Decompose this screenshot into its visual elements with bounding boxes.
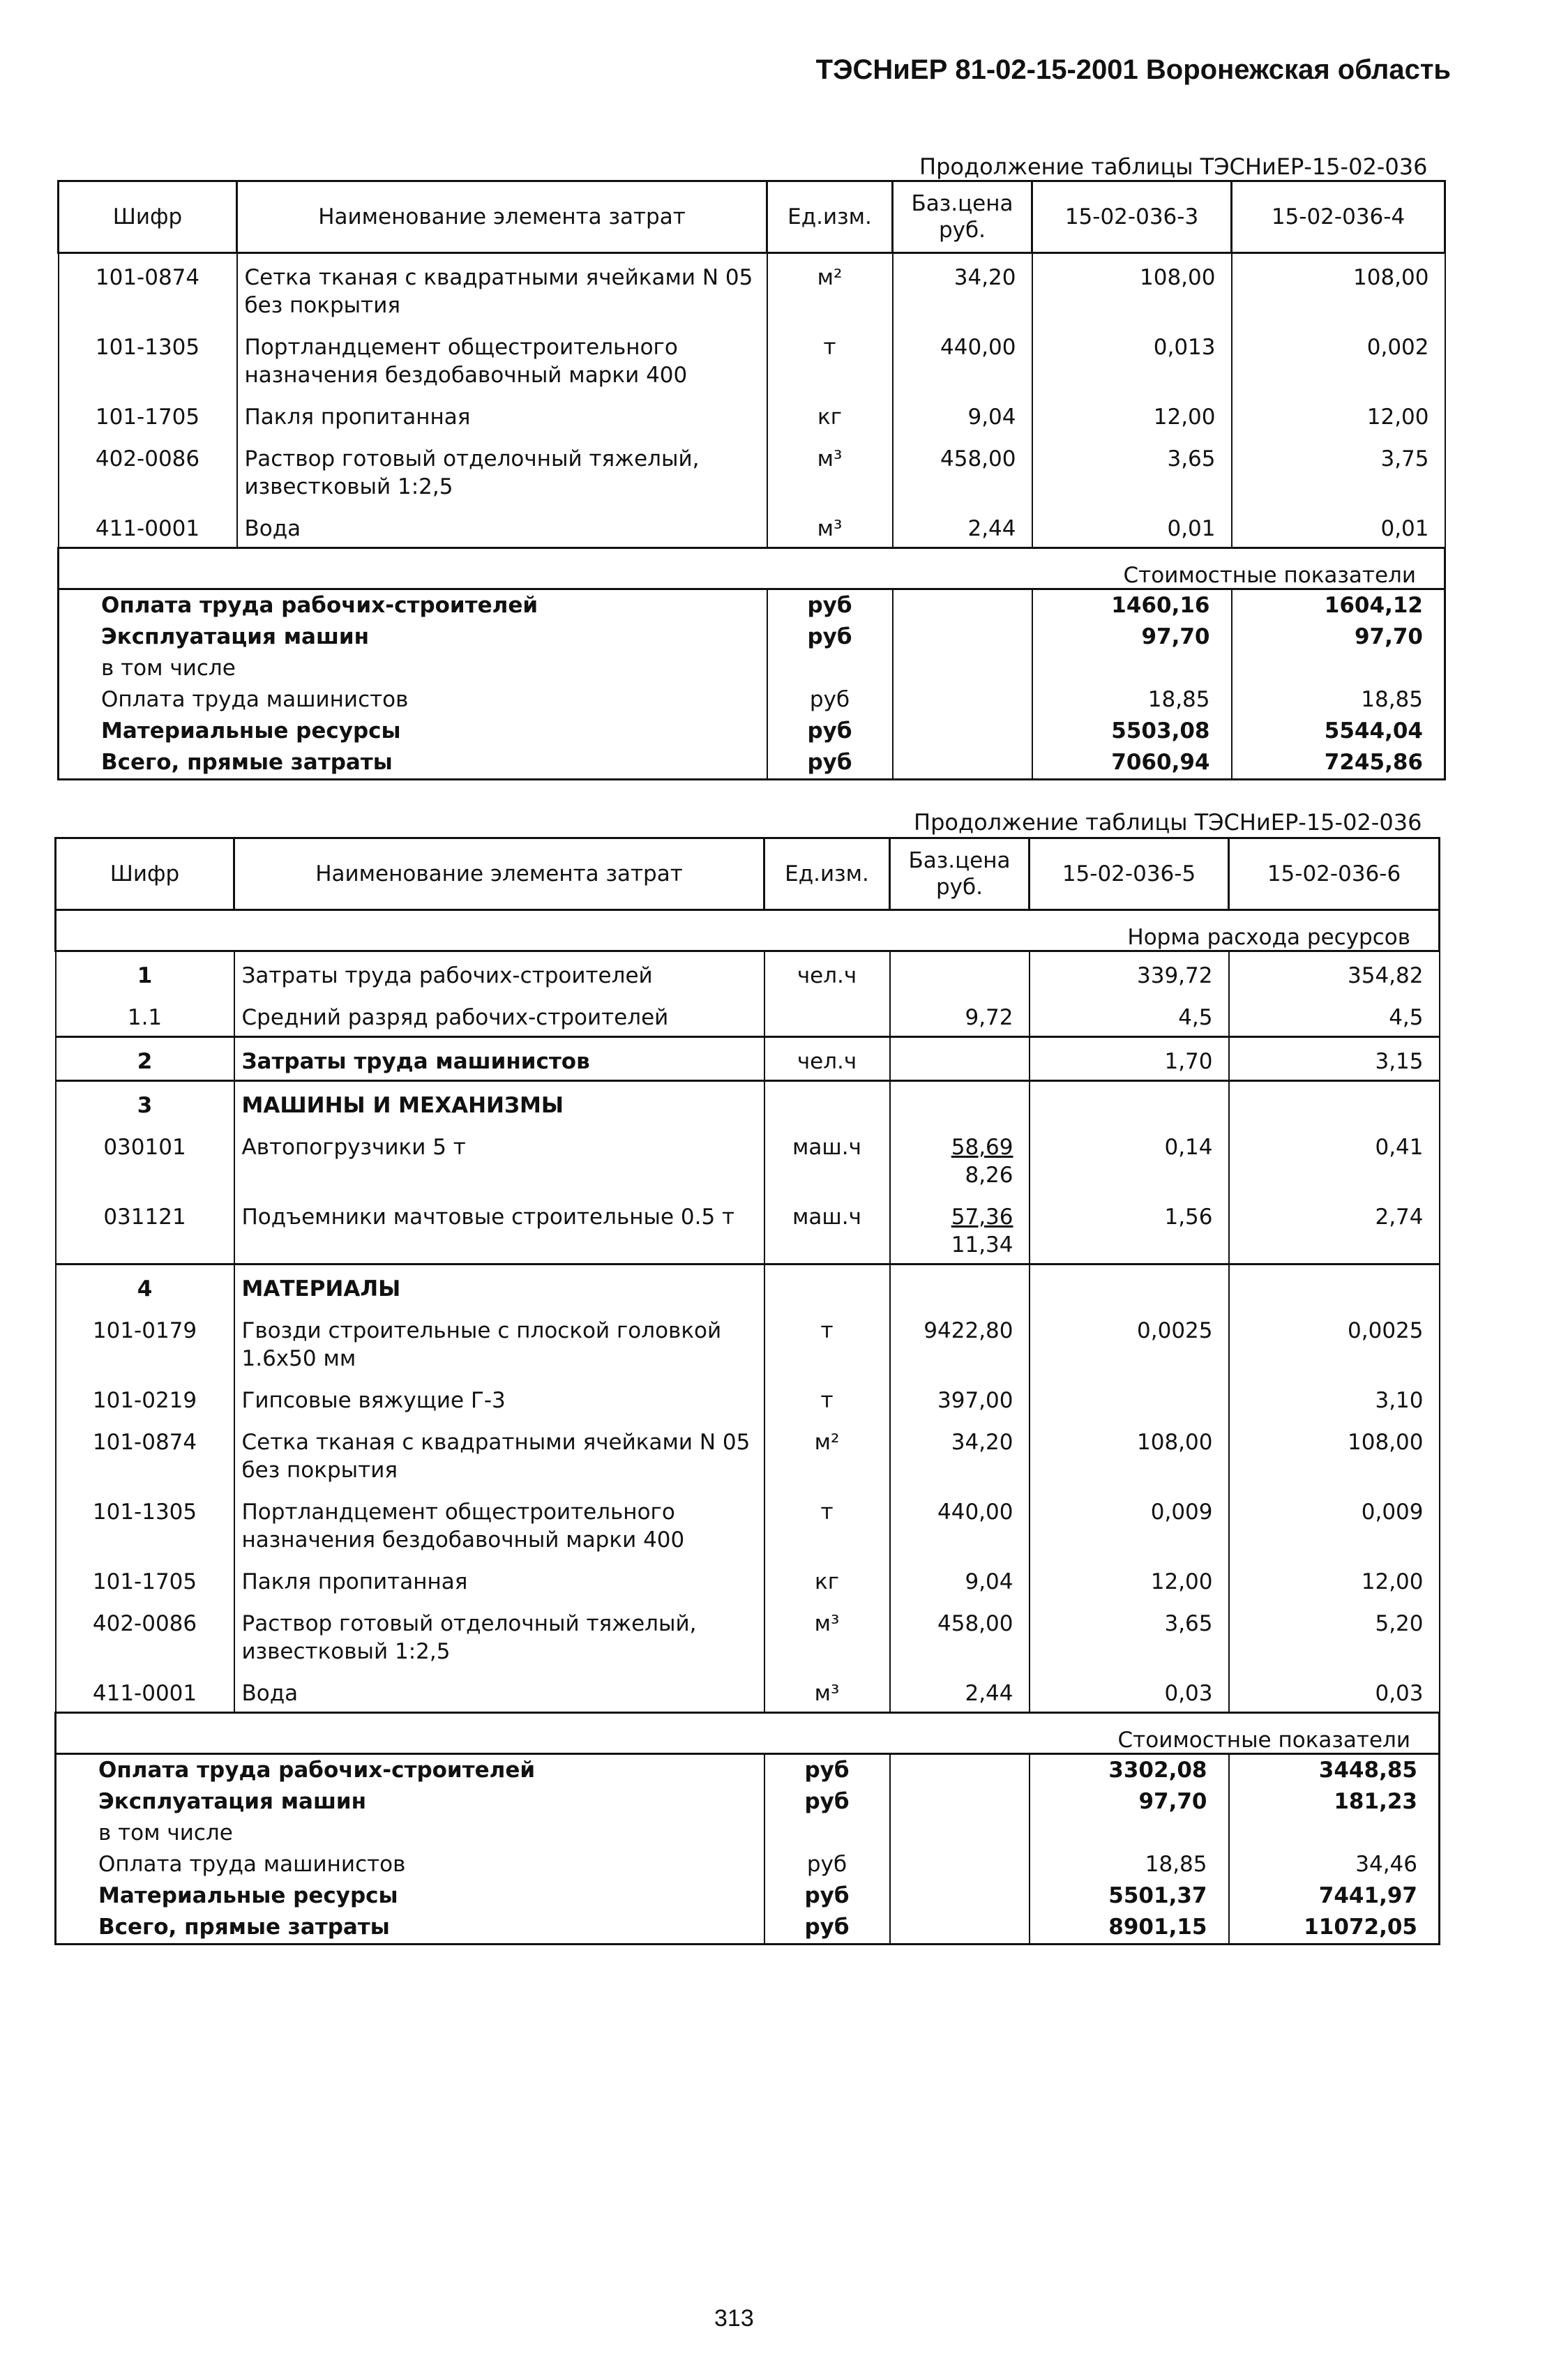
cost-label: Всего, прямые затраты xyxy=(56,1912,764,1945)
cost-value-1: 8901,15 xyxy=(1030,1912,1229,1945)
cell-code: 3 xyxy=(56,1081,234,1124)
cost-label: Эксплуатация машин xyxy=(56,1786,764,1818)
cell-name: Раствор готовый отделочный тяжелый, известковый 1:2,5 xyxy=(237,435,767,505)
cost-label: Всего, прямые затраты xyxy=(59,747,767,780)
cell-unit: т xyxy=(764,1307,890,1377)
cell-name: Портландцемент общестроительного назначения бездобавочный марки 400 xyxy=(234,1488,764,1558)
cost-row xyxy=(59,716,1445,747)
cost-unit: руб xyxy=(767,747,893,780)
cell-unit: м³ xyxy=(764,1600,890,1670)
cell-price: 34,20 xyxy=(890,1419,1030,1488)
cell-name: МАШИНЫ И МЕХАНИЗМЫ xyxy=(234,1081,764,1124)
cost-row xyxy=(59,589,1445,622)
cell-price xyxy=(890,1037,1030,1081)
cost-unit xyxy=(767,653,893,684)
cell-norm-2: 0,002 xyxy=(1232,324,1445,393)
cell-norm-1: 4,5 xyxy=(1030,994,1229,1037)
cell-norm-2: 5,20 xyxy=(1229,1600,1440,1670)
cost-value-1: 7060,94 xyxy=(1032,747,1232,780)
cell-code: 101-1705 xyxy=(59,393,237,435)
cost-label: Материальные ресурсы xyxy=(56,1880,764,1912)
cell-unit: чел.ч xyxy=(764,951,890,995)
cell-norm-1 xyxy=(1030,1264,1229,1308)
cell-price: 9,04 xyxy=(893,393,1032,435)
cost-label: Оплата труда машинистов xyxy=(59,684,767,716)
table2-caption: Продолжение таблицы ТЭСНиЕР-15-02-036 xyxy=(914,809,1422,836)
cell-norm-1 xyxy=(1030,1081,1229,1124)
cost-row xyxy=(59,684,1445,716)
table-row xyxy=(56,1488,1440,1558)
cell-norm-2 xyxy=(1229,1081,1440,1124)
cell-norm-1: 0,03 xyxy=(1030,1670,1229,1713)
cell-price: 9,04 xyxy=(890,1558,1030,1600)
cost-row xyxy=(56,1786,1440,1818)
cost-label: Материальные ресурсы xyxy=(59,716,767,747)
col-header-norm-1: 15-02-036-3 xyxy=(1032,181,1232,253)
cell-name: МАТЕРИАЛЫ xyxy=(234,1264,764,1308)
cell-norm-1: 0,14 xyxy=(1030,1124,1229,1193)
price-base: 57,36 xyxy=(951,1205,1013,1230)
cell-norm-1: 108,00 xyxy=(1030,1419,1229,1488)
cell-norm-1: 108,00 xyxy=(1032,253,1232,324)
cell-code: 1 xyxy=(56,951,234,995)
resource-table-2 xyxy=(54,837,1440,1945)
cost-label: Оплата труда машинистов xyxy=(56,1849,764,1880)
cost-label: Эксплуатация машин xyxy=(59,621,767,653)
table-row xyxy=(59,393,1445,435)
table-row xyxy=(56,1670,1440,1713)
cell-unit: маш.ч xyxy=(764,1124,890,1193)
section-label: Норма расхода ресурсов xyxy=(56,910,1440,951)
cell-price: 440,00 xyxy=(893,324,1032,393)
cell-norm-2: 0,01 xyxy=(1232,505,1445,548)
cell-norm-1: 12,00 xyxy=(1032,393,1232,435)
cost-price xyxy=(893,653,1032,684)
cell-norm-2: 0,03 xyxy=(1229,1670,1440,1713)
cell-name: Сетка тканая с квадратными ячейками N 05 без покрытия xyxy=(234,1419,764,1488)
cell-unit xyxy=(764,994,890,1037)
cost-row xyxy=(59,747,1445,780)
cell-code: 101-0874 xyxy=(56,1419,234,1488)
cell-norm-2: 108,00 xyxy=(1232,253,1445,324)
cell-name: Раствор готовый отделочный тяжелый, известковый 1:2,5 xyxy=(234,1600,764,1670)
cost-unit: руб xyxy=(767,589,893,622)
resource-table-1 xyxy=(57,180,1446,780)
cost-unit: руб xyxy=(767,684,893,716)
cell-price: 440,00 xyxy=(890,1488,1030,1558)
cell-norm-2: 3,15 xyxy=(1229,1037,1440,1081)
table1-caption: Продолжение таблицы ТЭСНиЕР-15-02-036 xyxy=(919,153,1428,180)
cost-price xyxy=(893,621,1032,653)
cell-norm-2: 2,74 xyxy=(1229,1193,1440,1264)
table-row xyxy=(56,1193,1440,1264)
cell-price: 458,00 xyxy=(893,435,1032,505)
cost-row xyxy=(56,1912,1440,1945)
cost-value-2: 34,46 xyxy=(1229,1849,1440,1880)
cost-value-2: 11072,05 xyxy=(1229,1912,1440,1945)
cost-section-header xyxy=(56,1713,1440,1754)
cell-code: 101-0874 xyxy=(59,253,237,324)
table-row xyxy=(56,951,1440,995)
cell-price xyxy=(890,1081,1030,1124)
cell-norm-2: 0,0025 xyxy=(1229,1307,1440,1377)
cell-name: Портландцемент общестроительного назначения бездобавочный марки 400 xyxy=(237,324,767,393)
cost-row xyxy=(56,1880,1440,1912)
cell-norm-1: 0,01 xyxy=(1032,505,1232,548)
norm-section-header xyxy=(56,910,1440,951)
cell-price xyxy=(890,1193,1030,1264)
cost-price xyxy=(893,716,1032,747)
cost-label: в том числе xyxy=(56,1818,764,1849)
cell-name: Вода xyxy=(234,1670,764,1713)
cell-norm-1: 1,56 xyxy=(1030,1193,1229,1264)
cost-section-header xyxy=(59,548,1445,589)
table-row xyxy=(59,324,1445,393)
cost-unit: руб xyxy=(767,716,893,747)
table-header-row xyxy=(59,181,1445,253)
cell-norm-2: 0,009 xyxy=(1229,1488,1440,1558)
cell-unit: м² xyxy=(767,253,893,324)
cell-unit: кг xyxy=(764,1558,890,1600)
cell-name: Автопогрузчики 5 т xyxy=(234,1124,764,1193)
table-row xyxy=(56,1037,1440,1081)
cost-price xyxy=(890,1786,1030,1818)
cell-unit: чел.ч xyxy=(764,1037,890,1081)
cell-unit: т xyxy=(764,1488,890,1558)
cell-norm-2: 108,00 xyxy=(1229,1419,1440,1488)
cell-norm-1: 3,65 xyxy=(1030,1600,1229,1670)
table-row xyxy=(59,253,1445,324)
cost-value-1: 97,70 xyxy=(1032,621,1232,653)
price-labor: 11,34 xyxy=(951,1232,1013,1258)
cell-name: Затраты труда рабочих-строителей xyxy=(234,951,764,995)
table-row xyxy=(56,994,1440,1037)
cell-code: 411-0001 xyxy=(56,1670,234,1713)
cost-unit: руб xyxy=(764,1754,890,1787)
cell-norm-2: 12,00 xyxy=(1232,393,1445,435)
cell-name: Средний разряд рабочих-строителей xyxy=(234,994,764,1037)
cell-code: 101-1705 xyxy=(56,1558,234,1600)
cell-unit: маш.ч xyxy=(764,1193,890,1264)
cell-unit: м³ xyxy=(767,435,893,505)
cost-value-1: 5503,08 xyxy=(1032,716,1232,747)
cost-value-2: 3448,85 xyxy=(1229,1754,1440,1787)
group-row xyxy=(56,1081,1440,1124)
cell-code: 2 xyxy=(56,1037,234,1081)
cell-code: 101-0179 xyxy=(56,1307,234,1377)
table-row xyxy=(56,1124,1440,1193)
cost-row xyxy=(59,653,1445,684)
cell-unit: м² xyxy=(764,1419,890,1488)
cell-norm-2: 12,00 xyxy=(1229,1558,1440,1600)
cost-value-1 xyxy=(1032,653,1232,684)
price-labor: 8,26 xyxy=(965,1163,1013,1188)
cost-row xyxy=(56,1849,1440,1880)
cell-unit xyxy=(764,1264,890,1308)
cost-unit: руб xyxy=(764,1786,890,1818)
table-row xyxy=(56,1419,1440,1488)
cell-code: 1.1 xyxy=(56,994,234,1037)
cost-value-2: 7245,86 xyxy=(1232,747,1445,780)
cell-norm-1: 0,0025 xyxy=(1030,1307,1229,1377)
section-label: Стоимостные показатели xyxy=(59,548,1445,589)
cell-name: Гипсовые вяжущие Г-3 xyxy=(234,1377,764,1419)
cost-value-1: 18,85 xyxy=(1032,684,1232,716)
price-base: 58,69 xyxy=(951,1135,1013,1160)
cost-value-2: 1604,12 xyxy=(1232,589,1445,622)
cell-unit xyxy=(764,1081,890,1124)
group-row xyxy=(56,1264,1440,1308)
cell-price xyxy=(890,1124,1030,1193)
cell-price xyxy=(890,1264,1030,1308)
cell-norm-2: 3,10 xyxy=(1229,1377,1440,1419)
cell-unit: кг xyxy=(767,393,893,435)
cell-code: 101-0219 xyxy=(56,1377,234,1419)
cell-code: 101-1305 xyxy=(56,1488,234,1558)
cell-norm-2: 354,82 xyxy=(1229,951,1440,995)
cell-norm-1: 3,65 xyxy=(1032,435,1232,505)
col-header-norm-2: 15-02-036-4 xyxy=(1232,181,1445,253)
cell-name: Затраты труда машинистов xyxy=(234,1037,764,1081)
col-header-code: Шифр xyxy=(56,838,234,910)
cost-row xyxy=(59,621,1445,653)
cell-price: 397,00 xyxy=(890,1377,1030,1419)
col-header-unit: Ед.изм. xyxy=(767,181,893,253)
cost-price xyxy=(890,1818,1030,1849)
cell-price: 458,00 xyxy=(890,1600,1030,1670)
cell-price: 2,44 xyxy=(890,1670,1030,1713)
cost-value-1: 5501,37 xyxy=(1030,1880,1229,1912)
cell-name: Подъемники мачтовые строительные 0.5 т xyxy=(234,1193,764,1264)
cost-price xyxy=(893,684,1032,716)
cost-unit: руб xyxy=(764,1880,890,1912)
cost-price xyxy=(890,1912,1030,1945)
cost-value-2: 5544,04 xyxy=(1232,716,1445,747)
cost-row xyxy=(56,1754,1440,1787)
table-row xyxy=(56,1558,1440,1600)
cost-value-1 xyxy=(1030,1818,1229,1849)
cell-unit: м³ xyxy=(764,1670,890,1713)
cost-row xyxy=(56,1818,1440,1849)
cost-price xyxy=(893,747,1032,780)
cell-code: 402-0086 xyxy=(59,435,237,505)
col-header-norm-2: 15-02-036-6 xyxy=(1229,838,1440,910)
cost-value-2: 18,85 xyxy=(1232,684,1445,716)
cell-code: 402-0086 xyxy=(56,1600,234,1670)
section-label: Стоимостные показатели xyxy=(56,1713,1440,1754)
table-row xyxy=(59,435,1445,505)
cost-label: Оплата труда рабочих-строителей xyxy=(56,1754,764,1787)
cell-price xyxy=(890,951,1030,995)
col-header-name: Наименование элемента затрат xyxy=(237,181,767,253)
cell-norm-2: 0,41 xyxy=(1229,1124,1440,1193)
cost-value-1: 3302,08 xyxy=(1030,1754,1229,1787)
cell-norm-2 xyxy=(1229,1264,1440,1308)
cost-price xyxy=(890,1754,1030,1787)
cell-price: 9422,80 xyxy=(890,1307,1030,1377)
cost-label: Оплата труда рабочих-строителей xyxy=(59,589,767,622)
cell-norm-1: 0,009 xyxy=(1030,1488,1229,1558)
cell-code: 031121 xyxy=(56,1193,234,1264)
cell-name: Гвозди строительные с плоской головкой 1.6x50 мм xyxy=(234,1307,764,1377)
col-header-unit: Ед.изм. xyxy=(764,838,890,910)
cost-value-1: 97,70 xyxy=(1030,1786,1229,1818)
cell-price: 2,44 xyxy=(893,505,1032,548)
cell-norm-1 xyxy=(1030,1377,1229,1419)
table-header-row xyxy=(56,838,1440,910)
table-row xyxy=(59,505,1445,548)
col-header-price: Баз.цена руб. xyxy=(890,838,1030,910)
cost-price xyxy=(890,1849,1030,1880)
cell-norm-1: 339,72 xyxy=(1030,951,1229,995)
col-header-price: Баз.цена руб. xyxy=(893,181,1032,253)
cell-norm-1: 1,70 xyxy=(1030,1037,1229,1081)
cost-value-2 xyxy=(1232,653,1445,684)
cost-value-1: 1460,16 xyxy=(1032,589,1232,622)
table-row xyxy=(56,1307,1440,1377)
cell-unit: т xyxy=(767,324,893,393)
cost-price xyxy=(890,1880,1030,1912)
cost-unit: руб xyxy=(767,621,893,653)
table-row xyxy=(56,1377,1440,1419)
cell-unit: т xyxy=(764,1377,890,1419)
cell-code: 4 xyxy=(56,1264,234,1308)
cost-value-2: 181,23 xyxy=(1229,1786,1440,1818)
cost-value-2: 97,70 xyxy=(1232,621,1445,653)
cell-price: 9,72 xyxy=(890,994,1030,1037)
cost-unit: руб xyxy=(764,1912,890,1945)
cell-code: 411-0001 xyxy=(59,505,237,548)
cell-norm-2: 3,75 xyxy=(1232,435,1445,505)
cost-unit xyxy=(764,1818,890,1849)
page-header: ТЭСНиЕР 81-02-15-2001 Воронежская область xyxy=(815,54,1451,85)
page-number: 313 xyxy=(714,2305,754,2332)
cell-name: Вода xyxy=(237,505,767,548)
cell-unit: м³ xyxy=(767,505,893,548)
cell-name: Пакля пропитанная xyxy=(234,1558,764,1600)
cell-code: 030101 xyxy=(56,1124,234,1193)
cost-value-2: 7441,97 xyxy=(1229,1880,1440,1912)
cell-norm-2: 4,5 xyxy=(1229,994,1440,1037)
table-row xyxy=(56,1600,1440,1670)
cell-code: 101-1305 xyxy=(59,324,237,393)
cell-price: 34,20 xyxy=(893,253,1032,324)
col-header-norm-1: 15-02-036-5 xyxy=(1030,838,1229,910)
cost-price xyxy=(893,589,1032,622)
col-header-name: Наименование элемента затрат xyxy=(234,838,764,910)
cell-norm-1: 0,013 xyxy=(1032,324,1232,393)
cost-label: в том числе xyxy=(59,653,767,684)
cell-norm-1: 12,00 xyxy=(1030,1558,1229,1600)
cell-name: Пакля пропитанная xyxy=(237,393,767,435)
col-header-code: Шифр xyxy=(59,181,237,253)
cost-value-2 xyxy=(1229,1818,1440,1849)
cost-unit: руб xyxy=(764,1849,890,1880)
cell-name: Сетка тканая с квадратными ячейками N 05 без покрытия xyxy=(237,253,767,324)
cost-value-1: 18,85 xyxy=(1030,1849,1229,1880)
